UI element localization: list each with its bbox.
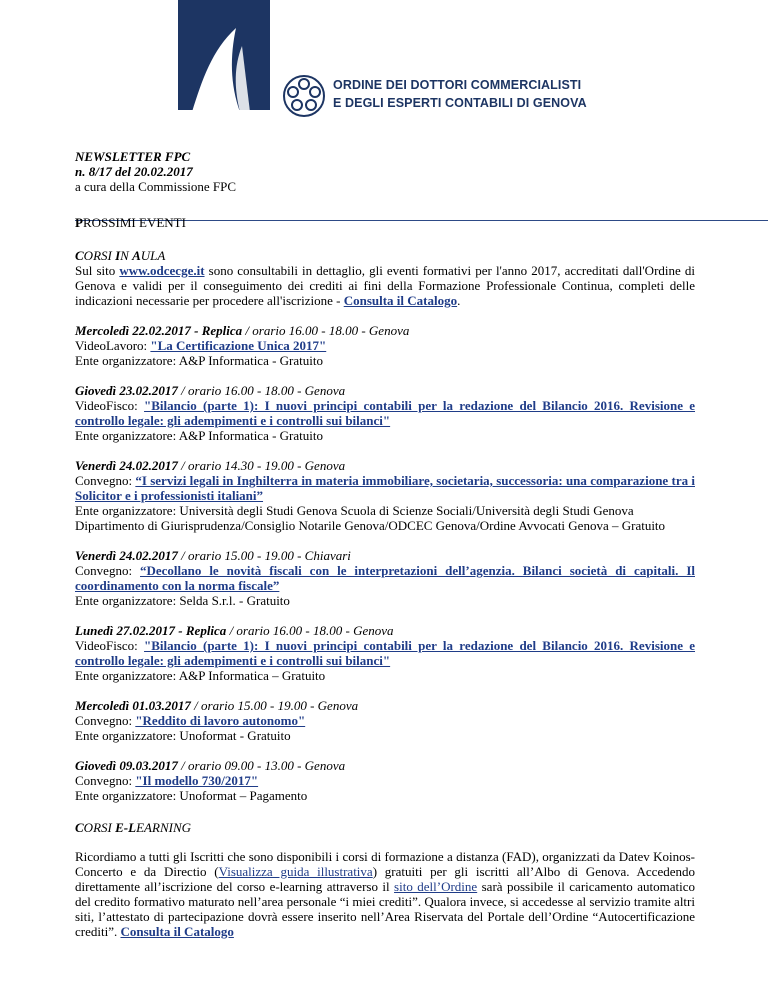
elearning-text [75,849,695,939]
event-time: / orario 15.00 - 19.00 - Genova [190,698,359,713]
event-item [75,623,695,683]
event-title-line [75,338,695,353]
event-date: Venerdì 24.02.2017 [75,458,178,473]
elearning-text-1: Ricordiamo a tutti gli Iscritti che sono disponibili i corsi di formazione a distanza (FAD), organizzati da Datev Koinos-Concerto e da Directio ( [75,849,695,879]
newsletter-curator: a cura della Commissione FPC [75,179,237,194]
event-time: / orario 15.00 - 19.00 - Chiavari [177,548,351,563]
elearning-text-3: sarà possibile il caricamento automatico del credito formativo maturato nell’area personale “i miei crediti”. Qualora invece, si accedesse al servizio tramite altri siti, l’attestato di partecipazione dovrà essere inserito nell’Area Riservata del Portale dell’Ordine “Autocertificazione crediti”. [75,879,695,939]
event-item [75,458,695,533]
event-replica: - Replica [190,323,243,338]
event-when [75,458,695,473]
event-time: / orario 14.30 - 19.00 - Genova [177,458,346,473]
event-item [75,548,695,608]
event-item [75,698,695,743]
intro-text-end: . [457,293,461,308]
event-item [75,758,695,803]
event-organizer: Ente organizzatore: Università degli Studi Genova Scuola di Scienze Sociali/Università degli Studi Genova Dipartimento di Giurisprudenza/Consiglio Notarile Genova/ODCEC Genova/Ordine Avvocati Genova – Gratuito [75,503,666,533]
event-type: Convegno: [75,713,136,728]
event-title-link[interactable]: “I servizi legali in Inghilterra in materia immobiliare, societaria, successoria: una comparazione tra i Solicitor e i professionisti italiani” [75,473,695,503]
newsletter-content [75,149,695,939]
guide-link[interactable]: Visualizza guida illustrativa [218,864,373,879]
elearning-catalog-link[interactable]: Consulta il Catalogo [120,924,234,939]
corsi-aula-section [75,248,695,308]
site-link[interactable]: www.odcecge.it [119,263,205,278]
newsletter-header [75,149,695,194]
event-when [75,758,695,773]
event-date: Mercoledì 22.02.2017 [75,323,191,338]
event-when [75,323,695,338]
event-organizer: Ente organizzatore: Unoformat – Pagamento [75,788,308,803]
event-title-link[interactable]: "La Certificazione Unica 2017" [150,338,327,353]
org-line-1: ORDINE DEI DOTTORI COMMERCIALISTI [333,78,582,92]
order-emblem-icon [282,74,326,118]
event-type: Convegno: [75,563,140,578]
event-time: / orario 16.00 - 18.00 - Genova [242,323,410,338]
event-type: VideoFisco: [75,398,145,413]
event-when [75,383,695,398]
event-organizer: Ente organizzatore: A&P Informatica - Gratuito [75,353,323,368]
event-when [75,623,695,638]
event-title-link[interactable]: "Il modello 730/2017" [135,773,259,788]
event-organizer: Ente organizzatore: A&P Informatica - Gratuito [75,428,323,443]
organization-name [333,76,587,112]
event-title-line [75,563,695,593]
event-type: Convegno: [75,473,136,488]
newsletter-title: NEWSLETTER FPC [75,149,191,164]
event-title-line [75,713,695,728]
newsletter-issue: n. 8/17 del 20.02.2017 [75,164,193,179]
event-organizer: Ente organizzatore: Unoformat - Gratuito [75,728,291,743]
elearning-section [75,820,695,939]
corsi-aula-intro [75,263,695,308]
event-type: VideoFisco: [75,638,145,653]
event-title-link[interactable]: "Reddito di lavoro autonomo" [135,713,306,728]
event-time: / orario 16.00 - 18.00 - Genova [177,383,346,398]
event-title-link[interactable]: "Bilancio (parte 1): I nuovi principi contabili per la redazione del Bilancio 2016. Revisione e controllo legale: gli adempimenti e i controlli sui bilanci" [75,638,696,668]
elearning-title: CORSI E-LEARNING [75,820,192,835]
elearning-text-2: ) gratuiti per gli iscritti all’Albo di Genova. Accedendo direttamente all’iscrizione del corso e-learning attraverso il [75,864,695,894]
event-organizer: Ente organizzatore: Selda S.r.l. - Gratuito [75,593,290,608]
org-line-2: E DEGLI ESPERTI CONTABILI DI GENOVA [333,96,587,110]
event-title-link[interactable]: "Bilancio (parte 1): I nuovi principi contabili per la redazione del Bilancio 2016. Revisione e controllo legale: gli adempimenti e i controlli sui bilanci" [75,398,696,428]
event-organizer: Ente organizzatore: A&P Informatica – Gratuito [75,668,326,683]
event-date: Lunedì 27.02.2017 [75,623,176,638]
event-date: Venerdì 24.02.2017 [75,548,178,563]
event-date: Mercoledì 01.03.2017 [75,698,191,713]
intro-text-cont: sono consultabili in dettaglio, gli eventi formativi per l'anno 2017, accreditati dall'Ordine di Genova e validi per il conseguimento dei crediti ai fini della Formazione Professionale Continua, completi delle indicazioni necessarie per procedere all'iscrizione - [75,263,695,308]
event-title-line [75,473,695,503]
event-title-link[interactable]: “Decollano le novità fiscali con le interpretazioni dell’agenzia. Bilanci società di capitali. Il coordinamento con la norma fiscale” [75,563,695,593]
event-item [75,383,695,443]
event-item [75,323,695,368]
event-title-line [75,773,695,788]
event-when [75,698,695,713]
event-type: Convegno: [75,773,136,788]
events-list [75,323,695,803]
intro-text: Sul sito [75,263,120,278]
event-replica: - Replica [175,623,227,638]
section-upcoming-events: PROSSIMI EVENTI [75,215,186,230]
event-title-line [75,638,695,668]
event-date: Giovedì 23.02.2017 [75,383,178,398]
logo-sail-icon [178,0,270,112]
event-type: VideoLavoro: [75,338,151,353]
event-title-line [75,398,695,428]
event-time: / orario 09.00 - 13.00 - Genova [177,758,346,773]
event-time: / orario 16.00 - 18.00 - Genova [226,623,394,638]
order-site-link[interactable]: sito dell’Ordine [394,879,478,894]
event-date: Giovedì 09.03.2017 [75,758,178,773]
event-when [75,548,695,563]
corsi-aula-title: CORSI IN AULA [75,248,166,263]
catalog-link[interactable]: Consulta il Catalogo [343,293,458,308]
